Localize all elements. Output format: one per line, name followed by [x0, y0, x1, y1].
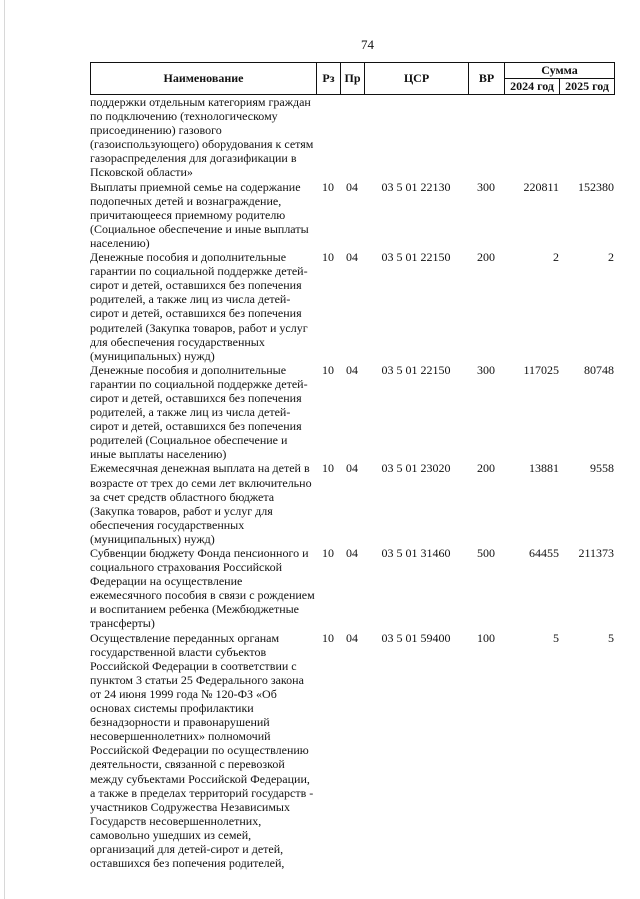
row-csr: 03 5 01 59400 [381, 630, 451, 645]
row-amount-2024: 5 [553, 630, 559, 645]
header-year-2024: 2024 год [505, 79, 560, 95]
row-vr: 200 [477, 250, 495, 265]
row-amount-2024: 220811 [523, 179, 559, 194]
budget-table [90, 62, 614, 870]
row-vr: 500 [477, 546, 495, 560]
row-amount-2025: 9558 [590, 461, 614, 476]
row-amount-2025: 2 [608, 250, 614, 265]
row-amount-2025: 80748 [584, 362, 614, 377]
row-name: Осуществление переданных органам государственной власти субъектов Российской Федерации в соответствии с пунктом 3 статьи 25 Федерального закона от 24 июня 1999 года № 120-ФЗ «Об основах системы профилактики безнадзорности и правонарушений несовершеннолетних» полномочий Российской Федерации по осуществлению деятельности, связанной с перевозкой между субъектами Российской Федерации, а также в пределах территорий государств - участников Содружества Независимых Государств несовершеннолетних, самовольно ушедших из семей, организаций для детей-сирот и детей, оставшихся без попечения родителей, [90, 630, 314, 871]
row-pr: 04 [346, 630, 358, 645]
table-row [90, 546, 614, 631]
row-amount-2025: 152380 [578, 179, 614, 194]
table-row [90, 461, 614, 546]
table-row [90, 250, 614, 363]
row-rz: 10 [322, 250, 334, 265]
row-pr: 04 [346, 362, 358, 377]
row-rz: 10 [322, 179, 334, 194]
row-vr: 300 [477, 362, 495, 377]
row-amount-2025: 211373 [578, 546, 614, 560]
row-csr: 03 5 01 22150 [381, 250, 451, 265]
row-rz: 10 [322, 461, 334, 476]
row-csr: 03 5 01 22130 [381, 179, 451, 194]
row-rz: 10 [322, 362, 334, 377]
row-csr: 03 5 01 23020 [381, 461, 451, 476]
row-amount-2024: 117025 [523, 362, 559, 377]
page-number: 74 [361, 37, 374, 52]
row-name: Денежные пособия и дополнительные гарантии по социальной поддержке детей-сирот и детей, оставшихся без попечения родителей, а также лиц из числа детей-сирот и детей, оставшихся без попечения родителей (Социальное обеспечение и иные выплаты населению) [90, 362, 308, 462]
row-csr: 03 5 01 22150 [381, 362, 451, 377]
row-amount-2024: 2 [553, 250, 559, 265]
row-amount-2025: 5 [608, 630, 614, 645]
table-row [90, 631, 614, 871]
row-pr: 04 [346, 461, 358, 476]
row-rz: 10 [322, 630, 334, 645]
table-row [90, 363, 614, 462]
header-rz: Рз [317, 63, 341, 95]
row-name: Ежемесячная денежная выплата на детей в возрасте от трех до семи лет включительно за счет средств областного бюджета (Закупка товаров, работ и услуг для обеспечения государственных (муниципальных) нужд) [90, 461, 312, 546]
row-pr: 04 [346, 546, 358, 560]
row-amount-2024: 64455 [529, 546, 559, 560]
header-year-2025: 2025 год [560, 79, 615, 95]
row-csr: 03 5 01 31460 [381, 546, 451, 560]
header-name: Наименование [91, 63, 317, 95]
continuation-row [90, 95, 614, 180]
header-vr: ВР [469, 63, 505, 95]
row-vr: 100 [477, 630, 495, 645]
table-header [90, 62, 615, 95]
row-pr: 04 [346, 179, 358, 194]
row-amount-2024: 13881 [529, 461, 559, 476]
row-rz: 10 [322, 546, 334, 560]
row-vr: 300 [477, 179, 495, 194]
row-name: Субвенции бюджету Фонда пенсионного и социального страхования Российской Федерации на осуществление ежемесячного пособия в связи с рождением и воспитанием ребенка (Межбюджетные трансферты) [90, 546, 315, 631]
row-name: Выплаты приемной семье на содержание подопечных детей и вознаграждение, причитающееся приемному родителю (Социальное обеспечение и иные выплаты населению) [90, 179, 309, 250]
row-name: Денежные пособия и дополнительные гарантии по социальной поддержке детей-сирот и детей, оставшихся без попечения родителей, а также лиц из числа детей-сирот и детей, оставшихся без попечения родителей (Закупка товаров, работ и услуг для обеспечения государственных (муниципальных) нужд) [90, 250, 308, 363]
row-pr: 04 [346, 250, 358, 265]
row-vr: 200 [477, 461, 495, 476]
header-sum: Сумма [505, 63, 615, 79]
table-body [90, 95, 614, 870]
header-pr: Пр [341, 63, 365, 95]
scan-edge-line [4, 0, 5, 899]
continuation-text: поддержки отдельным категориям граждан по подключению (технологическому присоединению) газового (газоиспользующего) оборудования к сетям газораспределения для догазификации в Псковской области» [90, 95, 314, 180]
table-row [90, 180, 614, 250]
header-csr: ЦСР [365, 63, 469, 95]
